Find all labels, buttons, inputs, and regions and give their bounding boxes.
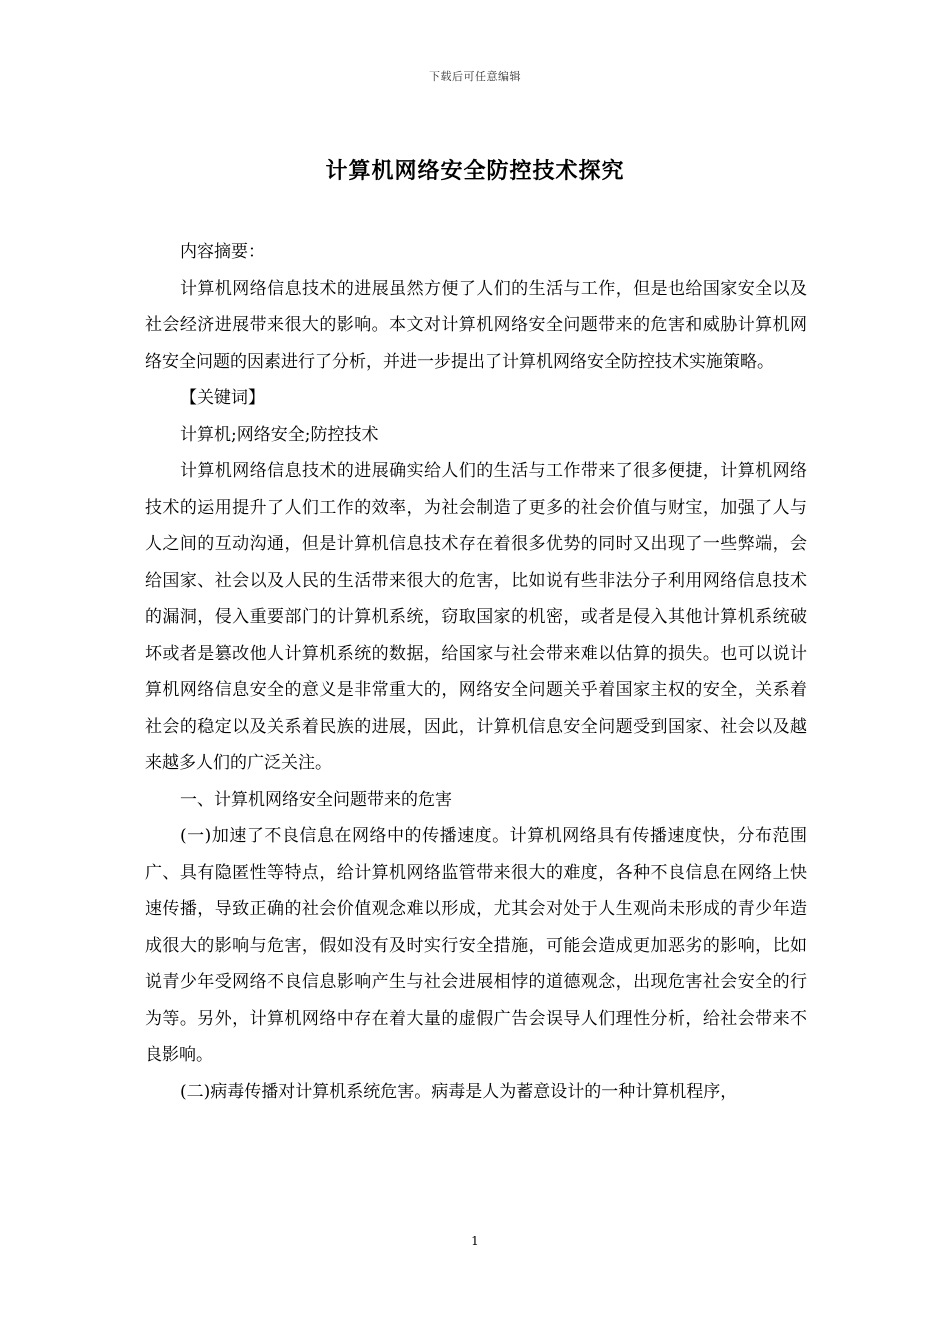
abstract-label: 内容摘要： (180, 242, 265, 262)
document-title: 计算机网络安全防控技术探究 (325, 158, 625, 184)
section-paragraph: (一)加速了不良信息在网络中的传播速度。计算机网络具有传播速度快，分布范围广、具有隐匿性等特点，给计算机网络监管带来很大的难度，各种不良信息在网络上快速传播，导致正确的社会价值观念难以形成，尤其会对处于人生观尚未形成的青少年造成很大的影响与危害，假如没有及时实行安全措施，可能会造成更加恶劣的影响，比如说青少年受网络不良信息影响产生与社会进展相悖的道德观念，出现危害社会安全的行为等。另外，计算机网络中存在着大量的虚假广告会误导人们理性分析，给社会带来不良影响。 (145, 826, 807, 1065)
abstract-paragraph: 计算机网络信息技术的进展虽然方便了人们的生活与工作，但是也给国家安全以及社会经济进展带来很大的影响。本文对计算机网络安全问题带来的危害和威胁计算机网络安全问题的因素进行了分析，并进一步提出了计算机网络安全防控技术实施策略。 (145, 278, 807, 372)
page-number: 1 (471, 1234, 479, 1248)
intro-paragraph: 计算机网络信息技术的进展确实给人们的生活与工作带来了很多便捷，计算机网络技术的运用提升了人们工作的效率，为社会制造了更多的社会价值与财宝，加强了人与人之间的互动沟通，但是计算机信息技术存在着很多优势的同时又出现了一些弊端，会给国家、社会以及人民的生活带来很大的危害，比如说有些非法分子利用网络信息技术的漏洞，侵入重要部门的计算机系统，窃取国家的机密，或者是侵入其他计算机系统破坏或者是篡改他人计算机系统的数据，给国家与社会带来难以估算的损失。也可以说计算机网络信息安全的意义是非常重大的，网络安全问题关乎着国家主权的安全，关系着社会的稳定以及关系着民族的进展，因此，计算机信息安全问题受到国家、社会以及越来越多人们的广泛关注。 (145, 461, 807, 773)
document-body (145, 234, 807, 1110)
header-note: 下载后可任意编辑 (429, 70, 521, 83)
keywords-label: 【关键词】 (180, 388, 265, 408)
section-heading: 一、计算机网络安全问题带来的危害 (180, 789, 452, 810)
section-paragraph: (二)病毒传播对计算机系统危害。病毒是人为蓄意设计的一种计算机程序， (180, 1081, 738, 1102)
keywords-text: 计算机;网络安全;防控技术 (180, 424, 379, 445)
